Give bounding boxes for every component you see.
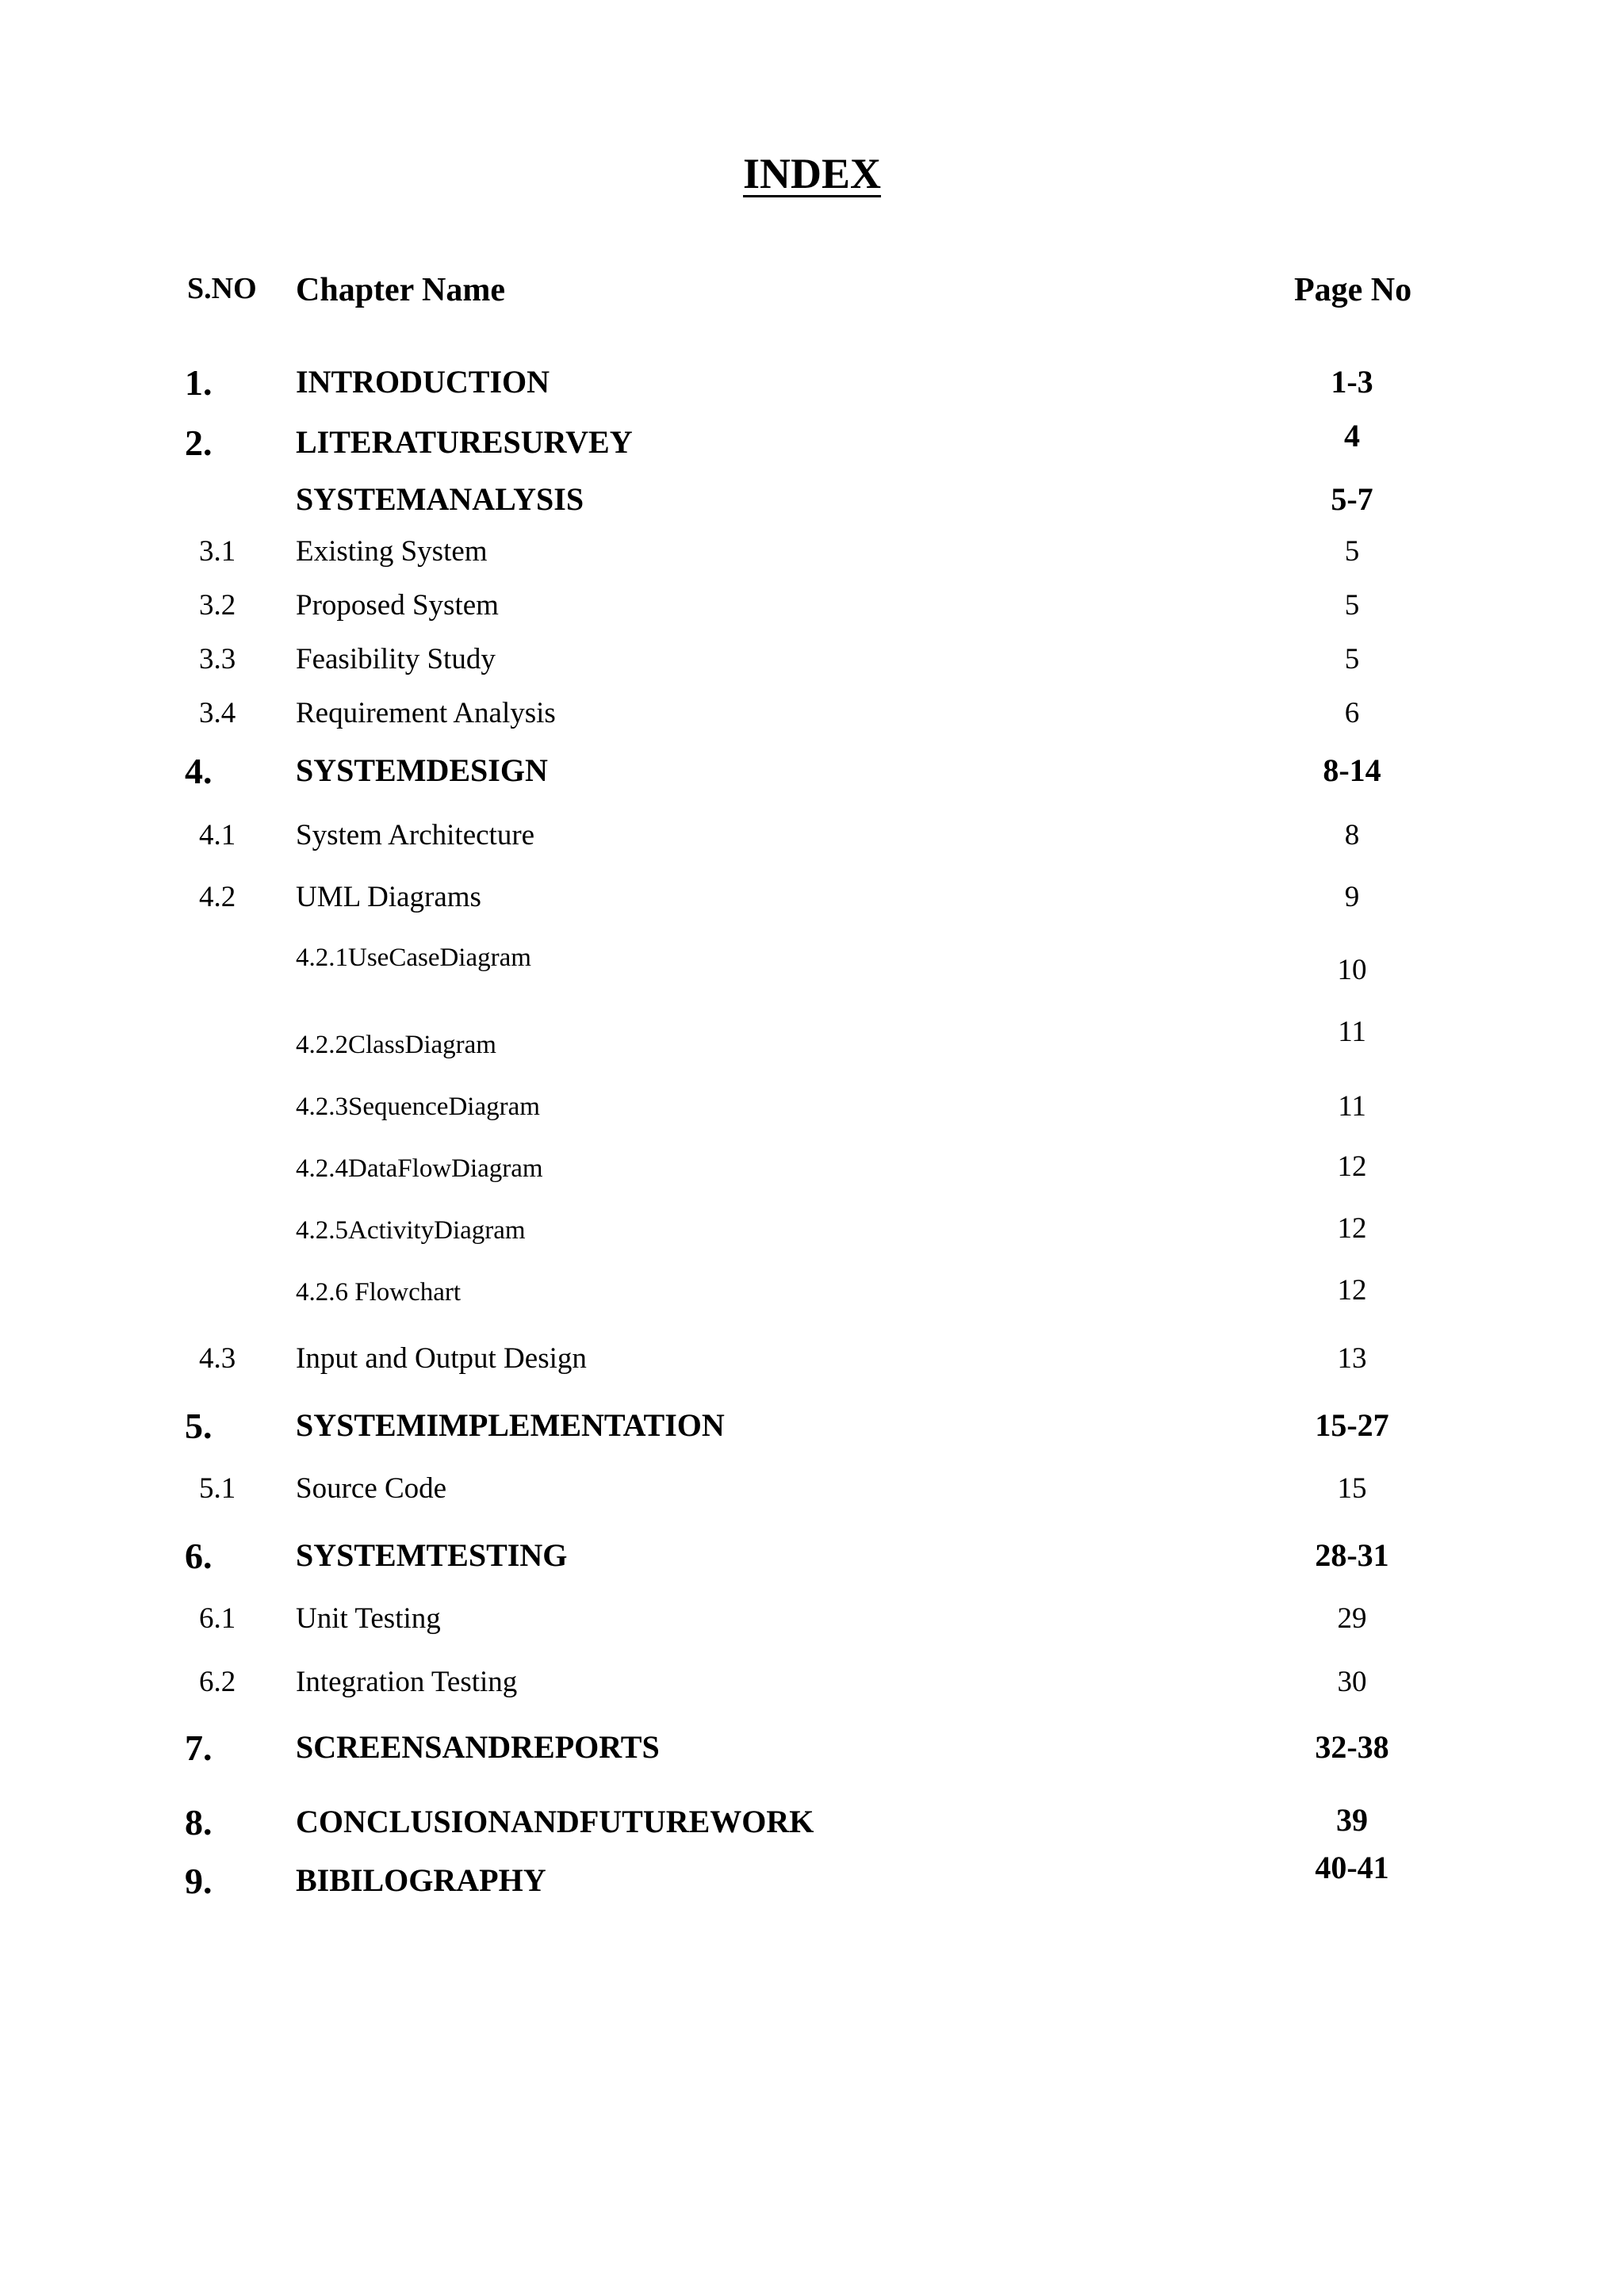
column-header-page-no: Page No bbox=[1294, 272, 1412, 308]
toc-row: 3.3 Feasibility Study 5 bbox=[199, 643, 1360, 675]
row-chapter-name: CONCLUSIONANDFUTUREWORK bbox=[296, 1804, 814, 1839]
row-chapter-name: INTRODUCTION bbox=[296, 364, 550, 400]
row-chapter-name: 4.2.2ClassDiagram bbox=[296, 1031, 496, 1059]
row-chapter-name: Existing System bbox=[296, 535, 488, 568]
row-chapter-name: 4.2.6 Flowchart bbox=[296, 1278, 462, 1307]
toc-row: 4.2 UML Diagrams 9 bbox=[199, 881, 1360, 913]
toc-row: 3.2 Proposed System 5 bbox=[199, 589, 1360, 622]
toc-row: 2. LITERATURESURVEY 4 bbox=[185, 418, 1360, 463]
row-sno: 3.2 bbox=[199, 589, 236, 622]
column-header-sno: S.NO bbox=[187, 272, 257, 305]
toc-row: 1. INTRODUCTION 1-3 bbox=[185, 362, 1373, 403]
row-sno: 3.4 bbox=[199, 697, 236, 729]
row-sno: 9. bbox=[185, 1861, 213, 1901]
row-chapter-name: Feasibility Study bbox=[296, 643, 496, 675]
row-sno: 4. bbox=[185, 751, 213, 791]
toc-row: 5. SYSTEMIMPLEMENTATION 15-27 bbox=[185, 1406, 1389, 1446]
row-chapter-name: SCREENSANDREPORTS bbox=[296, 1729, 660, 1765]
toc-row: 6.1 Unit Testing 29 bbox=[199, 1602, 1367, 1635]
row-sno: 6.1 bbox=[199, 1602, 236, 1635]
toc-row: 5.1 Source Code 15 bbox=[199, 1472, 1367, 1505]
row-chapter-name: SYSTEMIMPLEMENTATION bbox=[296, 1407, 725, 1443]
page-title: INDEX bbox=[742, 150, 882, 197]
row-sno: 3.3 bbox=[199, 643, 236, 675]
row-chapter-name: 4.2.5ActivityDiagram bbox=[296, 1216, 526, 1245]
toc-row: 9. BIBILOGRAPHY 40-41 bbox=[185, 1850, 1389, 1901]
toc-row: 4.2.3SequenceDiagram 11 bbox=[296, 1090, 1366, 1123]
toc-row: 6.2 Integration Testing 30 bbox=[199, 1666, 1367, 1698]
row-sno: 7. bbox=[185, 1728, 213, 1768]
row-chapter-name: Unit Testing bbox=[296, 1602, 441, 1635]
row-sno: 5. bbox=[185, 1406, 213, 1446]
row-sno: 6. bbox=[185, 1536, 213, 1576]
row-sno: 3.1 bbox=[199, 535, 236, 568]
toc-row: 4.2.1UseCaseDiagram 10 bbox=[296, 943, 1367, 986]
toc-row: 4.2.4DataFlowDiagram 12 bbox=[296, 1150, 1367, 1183]
toc-row: 4.3 Input and Output Design 13 bbox=[199, 1342, 1367, 1375]
row-chapter-name: BIBILOGRAPHY bbox=[296, 1862, 546, 1898]
row-chapter-name: 4.2.1UseCaseDiagram bbox=[296, 943, 531, 972]
row-sno: 1. bbox=[185, 362, 213, 403]
row-chapter-name: Input and Output Design bbox=[296, 1342, 587, 1375]
toc-row: SYSTEMANALYSIS 5-7 bbox=[296, 481, 1373, 517]
toc-row: 4.1 System Architecture 8 bbox=[199, 819, 1360, 851]
row-sno: 4.3 bbox=[199, 1342, 236, 1375]
row-sno: 2. bbox=[185, 423, 213, 463]
row-chapter-name: SYSTEMDESIGN bbox=[296, 752, 548, 788]
row-chapter-name: Integration Testing bbox=[296, 1666, 518, 1698]
row-chapter-name: UML Diagrams bbox=[296, 881, 481, 913]
row-chapter-name: Source Code bbox=[296, 1472, 447, 1505]
row-sno: 5.1 bbox=[199, 1472, 236, 1505]
row-chapter-name: 4.2.3SequenceDiagram bbox=[296, 1093, 540, 1121]
toc-row: 4. SYSTEMDESIGN 8-14 bbox=[185, 751, 1381, 791]
row-sno: 4.2 bbox=[199, 881, 236, 913]
row-chapter-name: 4.2.4DataFlowDiagram bbox=[296, 1154, 543, 1183]
row-chapter-name: LITERATURESURVEY bbox=[296, 424, 633, 460]
toc-row: 6. SYSTEMTESTING 28-31 bbox=[185, 1536, 1389, 1576]
toc-row: 4.2.5ActivityDiagram 12 bbox=[296, 1212, 1367, 1245]
row-sno: 8. bbox=[185, 1802, 213, 1843]
toc-row: 4.2.6 Flowchart 12 bbox=[296, 1274, 1367, 1307]
toc-row: 3.4 Requirement Analysis 6 bbox=[199, 697, 1360, 729]
toc-row: 8. CONCLUSIONANDFUTUREWORK 39 bbox=[185, 1802, 1368, 1843]
toc-row: 3.1 Existing System 5 bbox=[199, 535, 1360, 568]
row-chapter-name: SYSTEMTESTING bbox=[296, 1537, 568, 1573]
toc-row: 7. SCREENSANDREPORTS 32-38 bbox=[185, 1728, 1389, 1768]
row-sno: 6.2 bbox=[199, 1666, 236, 1698]
column-header-chapter-name: Chapter Name bbox=[296, 272, 506, 308]
row-chapter-name: SYSTEMANALYSIS bbox=[296, 481, 584, 517]
row-sno: 4.1 bbox=[199, 819, 236, 851]
toc-row: 4.2.2ClassDiagram 11 bbox=[296, 1016, 1366, 1059]
row-chapter-name: System Architecture bbox=[296, 819, 535, 851]
row-chapter-name: Proposed System bbox=[296, 589, 499, 622]
row-chapter-name: Requirement Analysis bbox=[296, 697, 556, 729]
